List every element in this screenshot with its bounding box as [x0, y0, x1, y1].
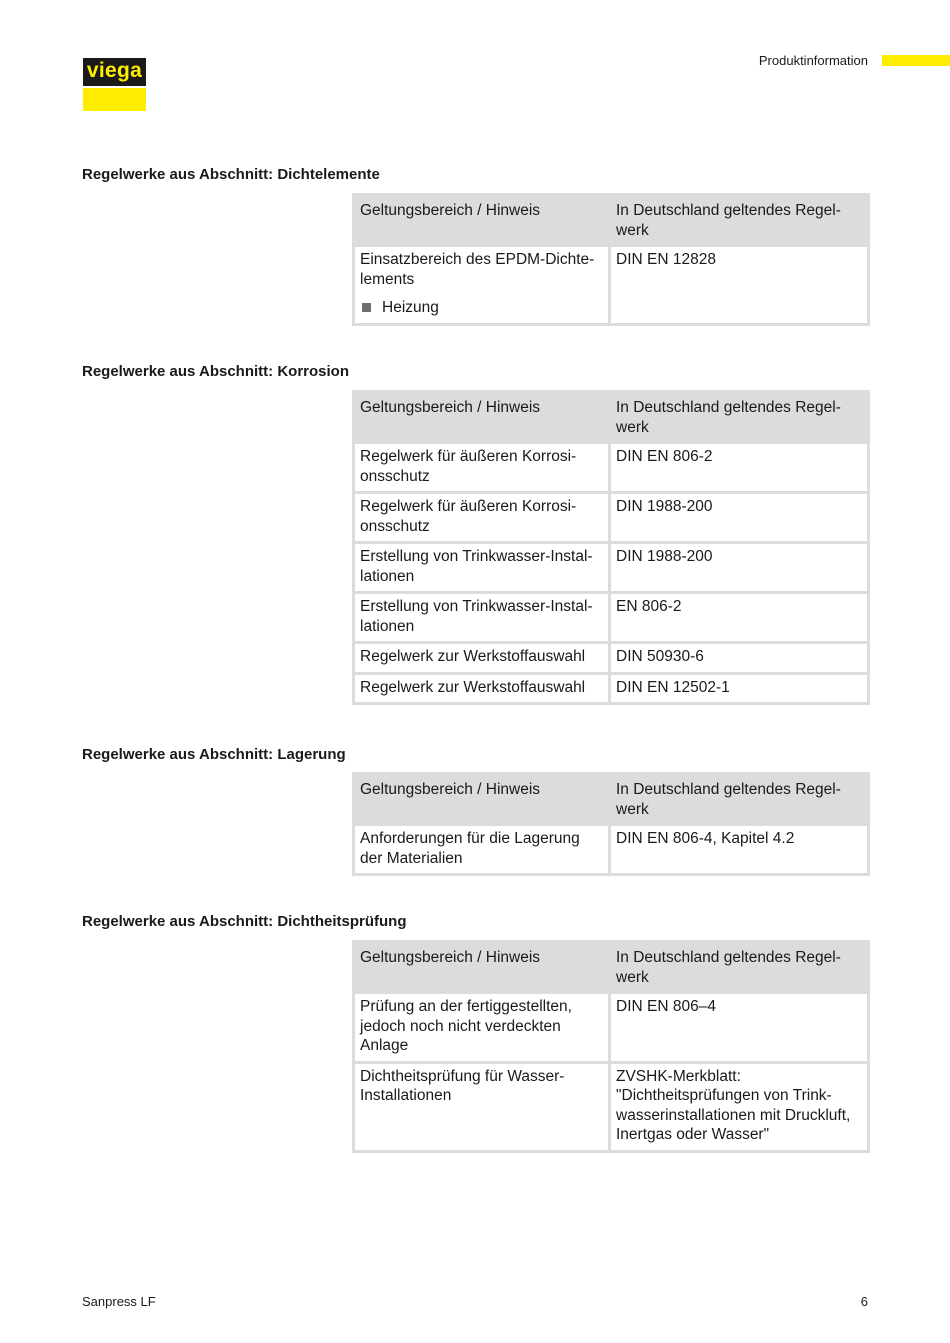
scope-cell: Dichtheitsprüfung für Wasser-Installationen	[355, 1064, 608, 1150]
table-row	[355, 444, 867, 491]
scope-cell: Anforderungen für die Lagerung der Materialien	[355, 826, 608, 873]
header-accent-bar	[882, 55, 950, 66]
rule-cell: ZVSHK-Merkblatt: "Dichtheitsprüfungen von Trink-wasserinstallationen mit Druckluft, Inertgas oder Wasser"	[611, 1064, 867, 1150]
bullet-item	[360, 298, 603, 318]
table-row	[355, 247, 867, 323]
column-header-scope: Geltungsbereich / Hinweis	[355, 775, 608, 823]
rule-cell: DIN EN 12828	[611, 247, 867, 323]
table-korrosion	[352, 390, 870, 705]
table-row	[355, 644, 867, 672]
document-type-label: Produktinformation	[758, 53, 868, 68]
square-bullet-icon	[362, 303, 371, 312]
table-dichtelemente	[352, 193, 870, 326]
rule-cell: DIN 1988-200	[611, 494, 867, 541]
footer-page-number: 6	[860, 1294, 868, 1309]
column-header-rule: In Deutschland geltendes Regel-werk	[611, 775, 867, 823]
table-row	[355, 594, 867, 641]
scope-text: Einsatzbereich des EPDM-Dichte-lements	[360, 251, 595, 288]
table-row	[355, 544, 867, 591]
table-lagerung	[352, 772, 870, 876]
rule-cell: DIN EN 806-2	[611, 444, 867, 491]
section-title-dichtheitspruefung: Regelwerke aus Abschnitt: Dichtheitsprüfung	[82, 913, 407, 930]
table-header-row	[355, 775, 867, 823]
rule-cell: DIN 50930-6	[611, 644, 867, 672]
section-title-korrosion: Regelwerke aus Abschnitt: Korrosion	[82, 363, 349, 380]
rule-cell: DIN 1988-200	[611, 544, 867, 591]
table-row	[355, 675, 867, 703]
scope-cell: Regelwerk zur Werkstoffauswahl	[355, 675, 608, 703]
scope-cell: Regelwerk für äußeren Korrosi-onsschutz	[355, 494, 608, 541]
scope-cell: Regelwerk für äußeren Korrosi-onsschutz	[355, 444, 608, 491]
section-title-lagerung: Regelwerke aus Abschnitt: Lagerung	[82, 746, 346, 763]
column-header-scope: Geltungsbereich / Hinweis	[355, 393, 608, 441]
scope-cell: Regelwerk zur Werkstoffauswahl	[355, 644, 608, 672]
table-header-row	[355, 943, 867, 991]
scope-cell: Prüfung an der fertiggestellten, jedoch noch nicht verdeckten Anlage	[355, 994, 608, 1061]
rule-cell: DIN EN 806-4, Kapitel 4.2	[611, 826, 867, 873]
column-header-rule: In Deutschland geltendes Regel-werk	[611, 196, 867, 244]
column-header-scope: Geltungsbereich / Hinweis	[355, 196, 608, 244]
table-dichtheitspruefung	[352, 940, 870, 1153]
scope-cell	[355, 247, 608, 323]
column-header-rule: In Deutschland geltendes Regel-werk	[611, 393, 867, 441]
column-header-scope: Geltungsbereich / Hinweis	[355, 943, 608, 991]
logo-wordmark: viega	[83, 58, 146, 86]
bullet-text: Heizung	[382, 299, 439, 316]
table-header-row	[355, 393, 867, 441]
table-row	[355, 494, 867, 541]
table-header-row	[355, 196, 867, 244]
rule-cell: EN 806-2	[611, 594, 867, 641]
table-row	[355, 826, 867, 873]
scope-cell: Erstellung von Trinkwasser-Instal-lationen	[355, 544, 608, 591]
table-row	[355, 994, 867, 1061]
section-title-dichtelemente: Regelwerke aus Abschnitt: Dichtelemente	[82, 166, 380, 183]
rule-cell: DIN EN 806–4	[611, 994, 867, 1061]
column-header-rule: In Deutschland geltendes Regel-werk	[611, 943, 867, 991]
table-row	[355, 1064, 867, 1150]
viega-logo	[83, 58, 146, 111]
rule-cell: DIN EN 12502-1	[611, 675, 867, 703]
logo-yellow-bar	[83, 88, 146, 111]
scope-cell: Erstellung von Trinkwasser-Instal-lationen	[355, 594, 608, 641]
footer-product-name: Sanpress LF	[82, 1294, 156, 1309]
